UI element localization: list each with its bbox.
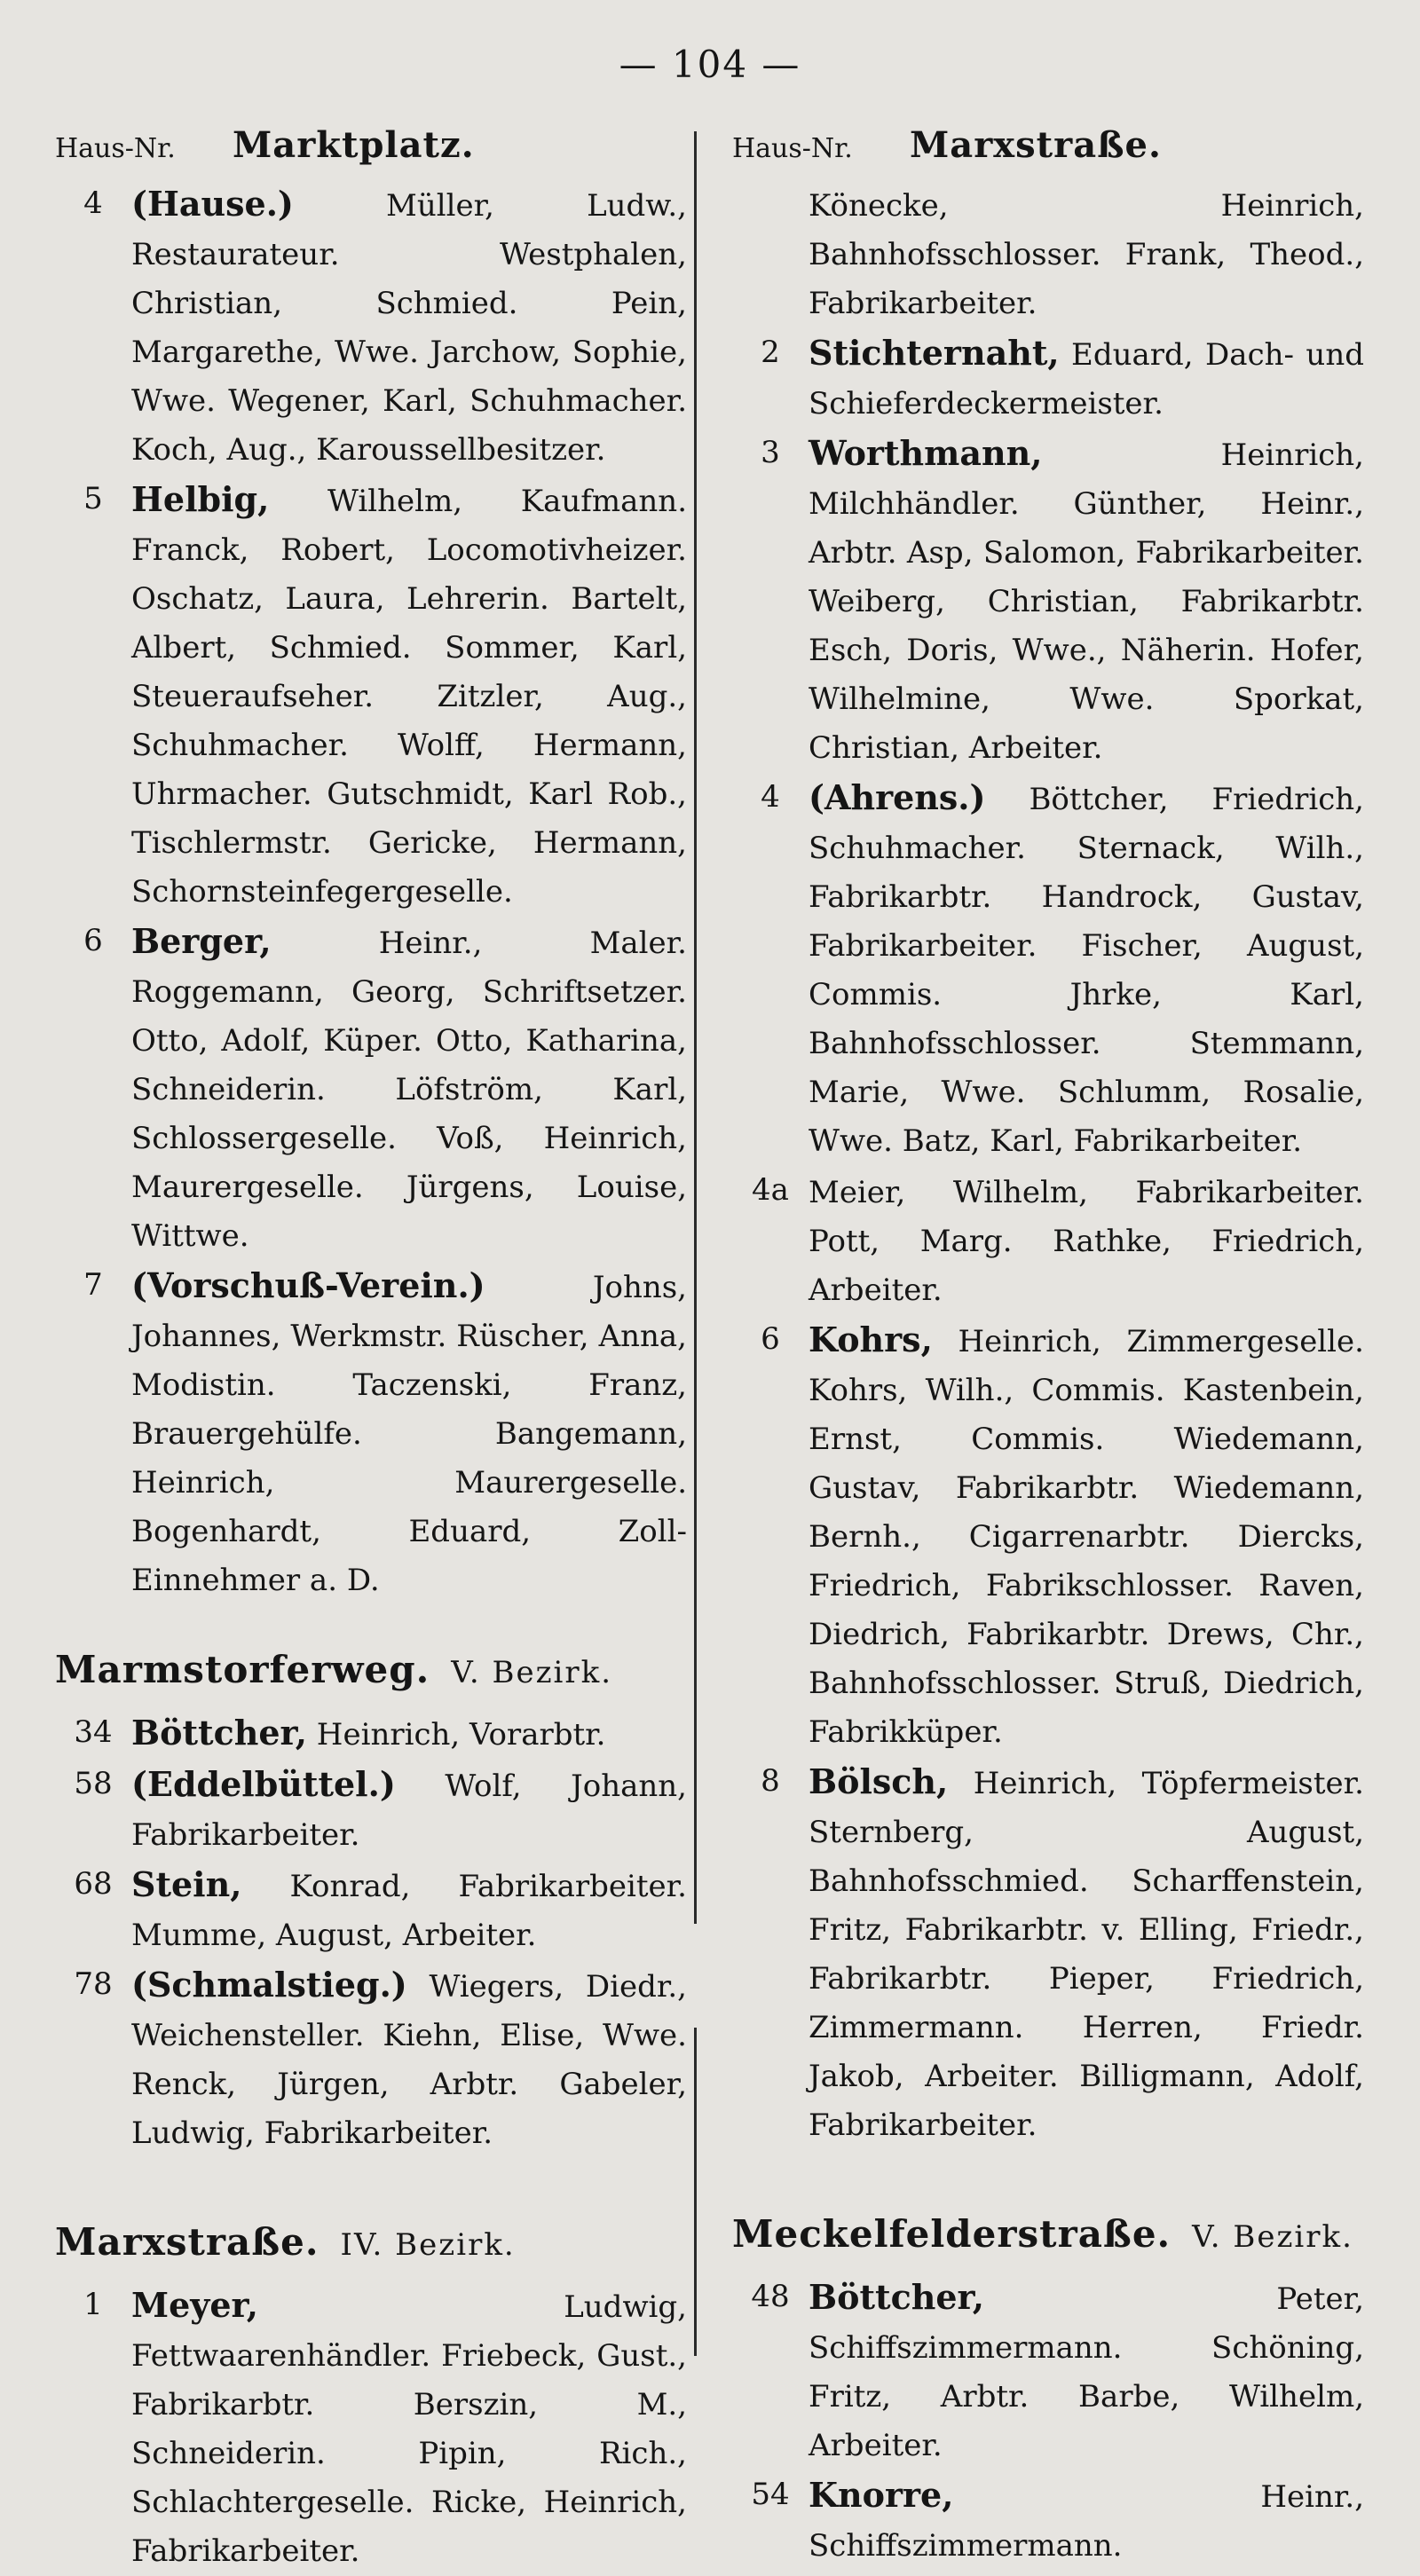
owner-name: (Eddelbüttel.) [131, 1764, 396, 1804]
residents-list: Wolf, Johann, Fabrikarbeiter. [131, 1769, 687, 1853]
residents-list: Heinr., Maler. Roggemann, Georg, Schriftsetzer. Otto, Adolf, Küper. Otto, Katharina, Schneiderin. Löfström, Karl, Schlossergeselle. Voß, Heinrich, Maurergeselle. Jürgens, Louise, Wittwe. [131, 926, 687, 1254]
owner-name: Bölsch, [809, 1761, 949, 1801]
residents-list: Johns, Johannes, Werkmstr. Rüscher, Anna, Modistin. Taczenski, Franz, Brauergehülfe. Bangemann, Heinrich, Maurergeselle. Bogenhardt, Eduard, Zoll-Einnehmer a. D. [131, 1270, 687, 1598]
address-entry [732, 2470, 1364, 2571]
owner-name: Meyer, [131, 2285, 258, 2325]
owner-name: Böttcher, [131, 1713, 307, 1753]
owner-name: Böttcher, [809, 2277, 984, 2317]
owner-name: (Schmalstieg.) [131, 1965, 407, 2005]
column-divider-lower [694, 2028, 697, 2356]
street-title: Marxstraße. [910, 124, 1162, 166]
residents-list: Wilhelm, Kaufmann. Franck, Robert, Locomotivheizer. Oschatz, Laura, Lehrerin. Bartelt, Albert, Schmied. Sommer, Karl, Steueraufseher. Zitzler, Aug., Schuhmacher. Wolff, Hermann, Uhrmacher. Gutschmidt, Karl Rob., Tischlermstr. Gericke, Hermann, Schornsteinfegergeselle. [131, 484, 687, 910]
residents-text [809, 1166, 1364, 1315]
residents-list: Konrad, Fabrikarbeiter. Mumme, August, Arbeiter. [131, 1869, 687, 1953]
residents-text [809, 328, 1364, 429]
residents-text [131, 1261, 687, 1605]
address-entry [55, 1860, 687, 1960]
residents-list: Böttcher, Friedrich, Schuhmacher. Sternack, Wilh., Fabrikarbtr. Handrock, Gustav, Fabrikarbeiter. Fischer, August, Commis. Jhrke, Karl, Bahnhofsschlosser. Stemmann, Marie, Wwe. Schlumm, Rosalie, Wwe. Batz, Karl, Fabrikarbeiter. [809, 782, 1364, 1159]
address-entry [732, 773, 1364, 1166]
residents-text [131, 1708, 687, 1760]
house-number: 78 [74, 1966, 113, 2002]
residents-list: Müller, Ludw., Restaurateur. Westphalen, Christian, Schmied. Pein, Margarethe, Wwe. Jarchow, Sophie, Wwe. Wegener, Karl, Schuhmacher. Koch, Aug., Karoussellbesitzer. [131, 188, 687, 468]
house-number: 8 [761, 1763, 780, 1799]
residents-text [131, 1860, 687, 1960]
section-header [55, 1648, 687, 1703]
address-entry [55, 1960, 687, 2158]
street-title: Marktplatz. [233, 124, 475, 166]
owner-name: Kohrs, [809, 1320, 933, 1359]
residents-list: Wiegers, Diedr., Weichensteller. Kiehn, Elise, Wwe. Renck, Jürgen, Arbtr. Gabeler, Ludwig, Fabrikarbeiter. [131, 1969, 687, 2151]
owner-name: Knorre, [809, 2475, 954, 2515]
page-number: — 104 — [619, 43, 801, 86]
house-number: 48 [751, 2279, 790, 2314]
residents-text [131, 1760, 687, 1860]
owner-name: Stichternaht, [809, 333, 1060, 373]
district-label: V. Bezirk. [451, 1655, 613, 1690]
residents-text [809, 1315, 1364, 1757]
residents-list: Heinr., Schiffszimmermann. [809, 2479, 1364, 2564]
house-number: 68 [74, 1866, 113, 1902]
residents-text [131, 1960, 687, 2158]
district-label: V. Bezirk. [1192, 2219, 1353, 2255]
address-entry [55, 179, 687, 475]
right-column [732, 124, 1364, 2571]
hausnr-label: Haus-Nr. [732, 133, 853, 164]
residents-list: Eduard, Dach- und Schieferdeckermeister. [809, 337, 1364, 421]
district-label: IV. Bezirk. [340, 2227, 516, 2263]
residents-list: Heinrich, Vorarbtr. [307, 1717, 606, 1753]
section-header [732, 2212, 1364, 2267]
owner-name: Worthmann, [809, 433, 1043, 473]
residents-list: Ludwig, Fettwaarenhändler. Friebeck, Gust., Fabrikarbtr. Berszin, M., Schneiderin. Pipin, Rich., Schlachtergeselle. Ricke, Heinrich, Fabrikarbeiter. [131, 2289, 687, 2569]
residents-text [131, 475, 687, 917]
address-entry [732, 328, 1364, 429]
residents-text [809, 773, 1364, 1166]
address-entry [732, 429, 1364, 773]
owner-name: Berger, [131, 921, 272, 961]
house-number: 58 [74, 1766, 113, 1801]
residents-text [131, 2281, 687, 2576]
house-number: 5 [83, 481, 103, 516]
residents-list: Heinrich, Töpfermeister. Sternberg, August, Bahnhofsschmied. Scharffenstein, Fritz, Fabrikarbtr. v. Elling, Friedr., Fabrikarbtr. Pieper, Friedrich, Zimmermann. Herren, Friedr. Jakob, Arbeiter. Billigmann, Adolf, Fabrikarbeiter. [809, 1766, 1364, 2143]
residents-list: Heinrich, Zimmergeselle. Kohrs, Wilh., Commis. Kastenbein, Ernst, Commis. Wiedemann, Gustav, Fabrikarbtr. Wiedemann, Bernh., Cigarrenarbtr. Diercks, Friedrich, Fabrikschlosser. Raven, Diedrich, Fabrikarbtr. Drews, Chr., Bahnhofsschlosser. Struß, Diedrich, Fabrikküper. [809, 1324, 1364, 1750]
residents-list: Heinrich, Milchhändler. Günther, Heinr., Arbtr. Asp, Salomon, Fabrikarbeiter. Weiberg, Christian, Fabrikarbtr. Esch, Doris, Wwe., Näherin. Hofer, Wilhelmine, Wwe. Sporkat, Christian, Arbeiter. [809, 437, 1364, 766]
house-number: 4a [752, 1172, 789, 1208]
house-number: 1 [83, 2287, 103, 2322]
residents-list: Könecke, Heinrich, Bahnhofsschlosser. Frank, Theod., Fabrikarbeiter. [809, 188, 1364, 321]
owner-name: Helbig, [131, 479, 270, 519]
residents-text [809, 1757, 1364, 2150]
section-header [55, 2220, 687, 2275]
left-column [55, 124, 687, 2576]
owner-name: (Hause.) [131, 184, 294, 224]
residents-list: Meier, Wilhelm, Fabrikarbeiter. Pott, Marg. Rathke, Friedrich, Arbeiter. [809, 1175, 1364, 1308]
house-number [732, 179, 809, 328]
address-entry [732, 1757, 1364, 2150]
left-header [55, 124, 687, 174]
house-number: 34 [74, 1714, 113, 1750]
address-entry [55, 917, 687, 1261]
house-number: 3 [761, 435, 780, 470]
residents-text [809, 2273, 1364, 2470]
column-divider [694, 131, 697, 1924]
owner-name: (Vorschuß-Verein.) [131, 1265, 485, 1305]
address-entry [732, 1315, 1364, 1757]
house-number: 7 [83, 1267, 103, 1303]
address-entry [732, 2273, 1364, 2470]
residents-text [809, 429, 1364, 773]
street-title: Marxstraße. [55, 2220, 320, 2264]
address-entry [55, 1708, 687, 1760]
address-entry [732, 1166, 1364, 1315]
house-number: 6 [761, 1321, 780, 1357]
residents-text [131, 917, 687, 1261]
house-number: 4 [761, 779, 780, 815]
residents-text [809, 179, 1364, 328]
owner-name: (Ahrens.) [809, 777, 986, 817]
residents-text [809, 2470, 1364, 2571]
owner-name: Stein, [131, 1864, 242, 1904]
residents-list: Peter, Schiffszimmermann. Schöning, Fritz, Arbtr. Barbe, Wilhelm, Arbeiter. [809, 2281, 1364, 2463]
right-header [732, 124, 1364, 174]
address-entry [55, 1760, 687, 1860]
house-number: 4 [83, 185, 103, 221]
house-number: 54 [751, 2477, 790, 2512]
residents-text [131, 179, 687, 475]
hausnr-label: Haus-Nr. [55, 133, 176, 164]
address-entry [732, 179, 1364, 328]
street-title: Marmstorferweg. [55, 1648, 430, 1691]
house-number: 2 [761, 335, 780, 370]
house-number: 6 [83, 923, 103, 958]
address-entry [55, 1261, 687, 1605]
street-title: Meckelfelderstraße. [732, 2212, 1172, 2256]
address-entry [55, 475, 687, 917]
address-entry [55, 2281, 687, 2576]
